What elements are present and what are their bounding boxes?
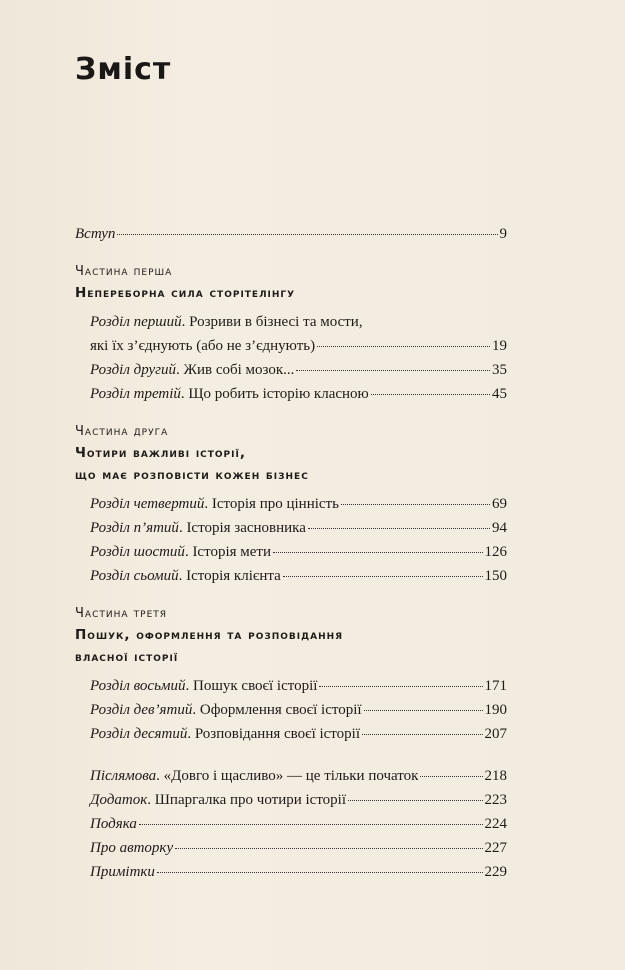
- page-number: 223: [484, 792, 507, 808]
- dot-leader: [139, 824, 483, 825]
- page-number: 94: [492, 520, 507, 536]
- toc-entry-chapter-2[interactable]: [75, 358, 507, 382]
- dot-leader: [117, 234, 497, 235]
- chapter-label: Розділ перший: [90, 314, 182, 330]
- chapter-title: . Історія про цінність: [204, 496, 339, 512]
- chapter-title: . Оформлення своєї історії: [192, 702, 362, 718]
- chapter-title: . Жив собі мозок...: [176, 362, 295, 378]
- part-label: Частина третя: [75, 606, 168, 621]
- page-number: 171: [484, 678, 507, 694]
- toc-entry-notes[interactable]: [75, 860, 507, 884]
- page-number: 190: [484, 702, 507, 718]
- toc-entry-about-author[interactable]: [75, 836, 507, 860]
- part-title-line1: Чотири важливі історії,: [75, 445, 246, 461]
- dot-leader: [308, 528, 490, 529]
- chapter-title: . Розриви в бізнесі та мости,: [181, 314, 363, 330]
- toc-entry-acknowledgements[interactable]: [75, 812, 507, 836]
- toc-entry-chapter-10[interactable]: [75, 722, 507, 746]
- chapter-title: . Історія засновника: [178, 520, 306, 536]
- chapter-label: Розділ восьмий: [90, 678, 186, 694]
- chapter-title-cont: які їх з’єднують (або не з’єднують): [90, 338, 316, 354]
- chapter-label: Розділ п’ятий: [90, 520, 179, 536]
- chapter-title: . Розповідання своєї історії: [187, 726, 361, 742]
- part-label: Частина перша: [75, 264, 173, 279]
- chapter-label: Розділ третій: [90, 386, 181, 402]
- page-title: Зміст: [75, 52, 172, 87]
- toc-entry-chapter-9[interactable]: [75, 698, 507, 722]
- toc-entry-chapter-5[interactable]: [75, 516, 507, 540]
- entry-label: Про авторку: [90, 840, 174, 856]
- dot-leader: [157, 872, 483, 873]
- part-label: Частина друга: [75, 424, 169, 439]
- toc-entry-afterword[interactable]: [75, 764, 507, 788]
- part-title-line2: власної історії: [75, 649, 179, 665]
- entry-label: Вступ: [75, 226, 116, 242]
- toc-entry-chapter-8[interactable]: [75, 674, 507, 698]
- chapter-label: Розділ сьомий: [90, 568, 179, 584]
- dot-leader: [296, 370, 490, 371]
- chapter-label: Розділ другий: [90, 362, 177, 378]
- chapter-title: . Пошук своєї історії: [185, 678, 318, 694]
- dot-leader: [273, 552, 483, 553]
- chapter-title: . Історія клієнта: [178, 568, 281, 584]
- dot-leader: [371, 394, 490, 395]
- page-number: 19: [492, 338, 507, 354]
- toc-entry-chapter-6[interactable]: [75, 540, 507, 564]
- entry-label: Примітки: [90, 864, 155, 880]
- page-number: 207: [484, 726, 507, 742]
- toc-entry-intro[interactable]: [75, 222, 507, 246]
- toc-entry-chapter-1-line1[interactable]: [75, 310, 507, 334]
- page-number: 45: [492, 386, 507, 402]
- chapter-label: Розділ дев’ятий: [90, 702, 193, 718]
- page-number: 224: [484, 816, 507, 832]
- entry-label: Подяка: [90, 816, 137, 832]
- entry-title: . Шпаргалка про чотири історії: [147, 792, 347, 808]
- dot-leader: [364, 710, 483, 711]
- page-number: 229: [484, 864, 507, 880]
- toc-entry-appendix[interactable]: [75, 788, 507, 812]
- chapter-label: Розділ десятий: [90, 726, 188, 742]
- page-number: 227: [484, 840, 507, 856]
- chapter-label: Розділ шостий: [90, 544, 185, 560]
- dot-leader: [420, 776, 482, 777]
- toc-entry-chapter-3[interactable]: [75, 382, 507, 406]
- dot-leader: [362, 734, 482, 735]
- page-number: 69: [492, 496, 507, 512]
- page-number: 150: [484, 568, 507, 584]
- part-title: Непереборна сила сторітелінгу: [75, 285, 296, 301]
- entry-label: Додаток: [90, 792, 148, 808]
- toc-entry-chapter-1[interactable]: [75, 334, 507, 358]
- chapter-title: . Що робить історію класною: [180, 386, 369, 402]
- toc-entry-chapter-7[interactable]: [75, 564, 507, 588]
- dot-leader: [348, 800, 482, 801]
- dot-leader: [317, 346, 490, 347]
- dot-leader: [319, 686, 482, 687]
- part-title-line2: що має розповісти кожен бізнес: [75, 467, 309, 483]
- dot-leader: [341, 504, 490, 505]
- chapter-label: Розділ четвертий: [90, 496, 205, 512]
- part-title-line1: Пошук, оформлення та розповідання: [75, 627, 344, 643]
- dot-leader: [283, 576, 483, 577]
- entry-title: . «Довго і щасливо» — це тільки початок: [156, 768, 419, 784]
- table-of-contents: [75, 222, 507, 884]
- toc-entry-chapter-4[interactable]: [75, 492, 507, 516]
- chapter-title: . Історія мети: [184, 544, 271, 560]
- dot-leader: [175, 848, 482, 849]
- page-number: 218: [484, 768, 507, 784]
- page-number: 35: [492, 362, 507, 378]
- entry-label: Післямова: [90, 768, 157, 784]
- page-number: 9: [499, 226, 507, 242]
- page-number: 126: [484, 544, 507, 560]
